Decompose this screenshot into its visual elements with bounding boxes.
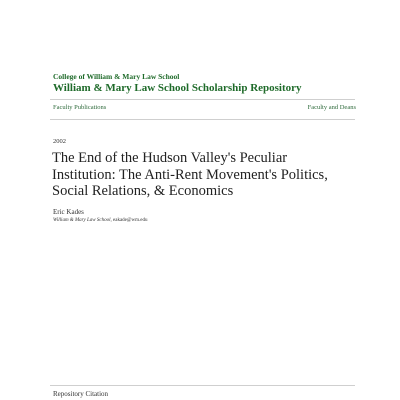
repository-name[interactable]: William & Mary Law School Scholarship Repository <box>53 82 302 94</box>
faculty-and-deans-link[interactable]: Faculty and Deans <box>307 104 356 111</box>
affiliation-separator: , <box>110 218 113 223</box>
publication-year: 2002 <box>53 138 66 145</box>
institution-name[interactable]: College of William & Mary Law School <box>53 72 180 81</box>
author-name: Eric Kades <box>53 208 84 216</box>
article-title-line: The End of the Hudson Valley's Peculiar <box>52 150 288 166</box>
repository-header <box>53 72 353 95</box>
affiliation-school: William & Mary Law School <box>53 218 111 223</box>
repository-citation-heading: Repository Citation <box>53 390 109 398</box>
article-title-line: Institution: The Anti-Rent Movement's Politics, <box>52 166 328 183</box>
collection-nav <box>53 104 356 116</box>
author-affiliation <box>53 218 147 223</box>
divider-middle <box>50 119 355 120</box>
faculty-publications-link[interactable]: Faculty Publications <box>53 104 107 111</box>
divider-bottom <box>50 385 355 386</box>
divider-top <box>50 99 355 100</box>
author-email[interactable]: eakade@wm.edu <box>113 218 148 223</box>
article-title-line: Social Relations, & Economics <box>52 183 234 199</box>
article-title <box>52 150 357 200</box>
